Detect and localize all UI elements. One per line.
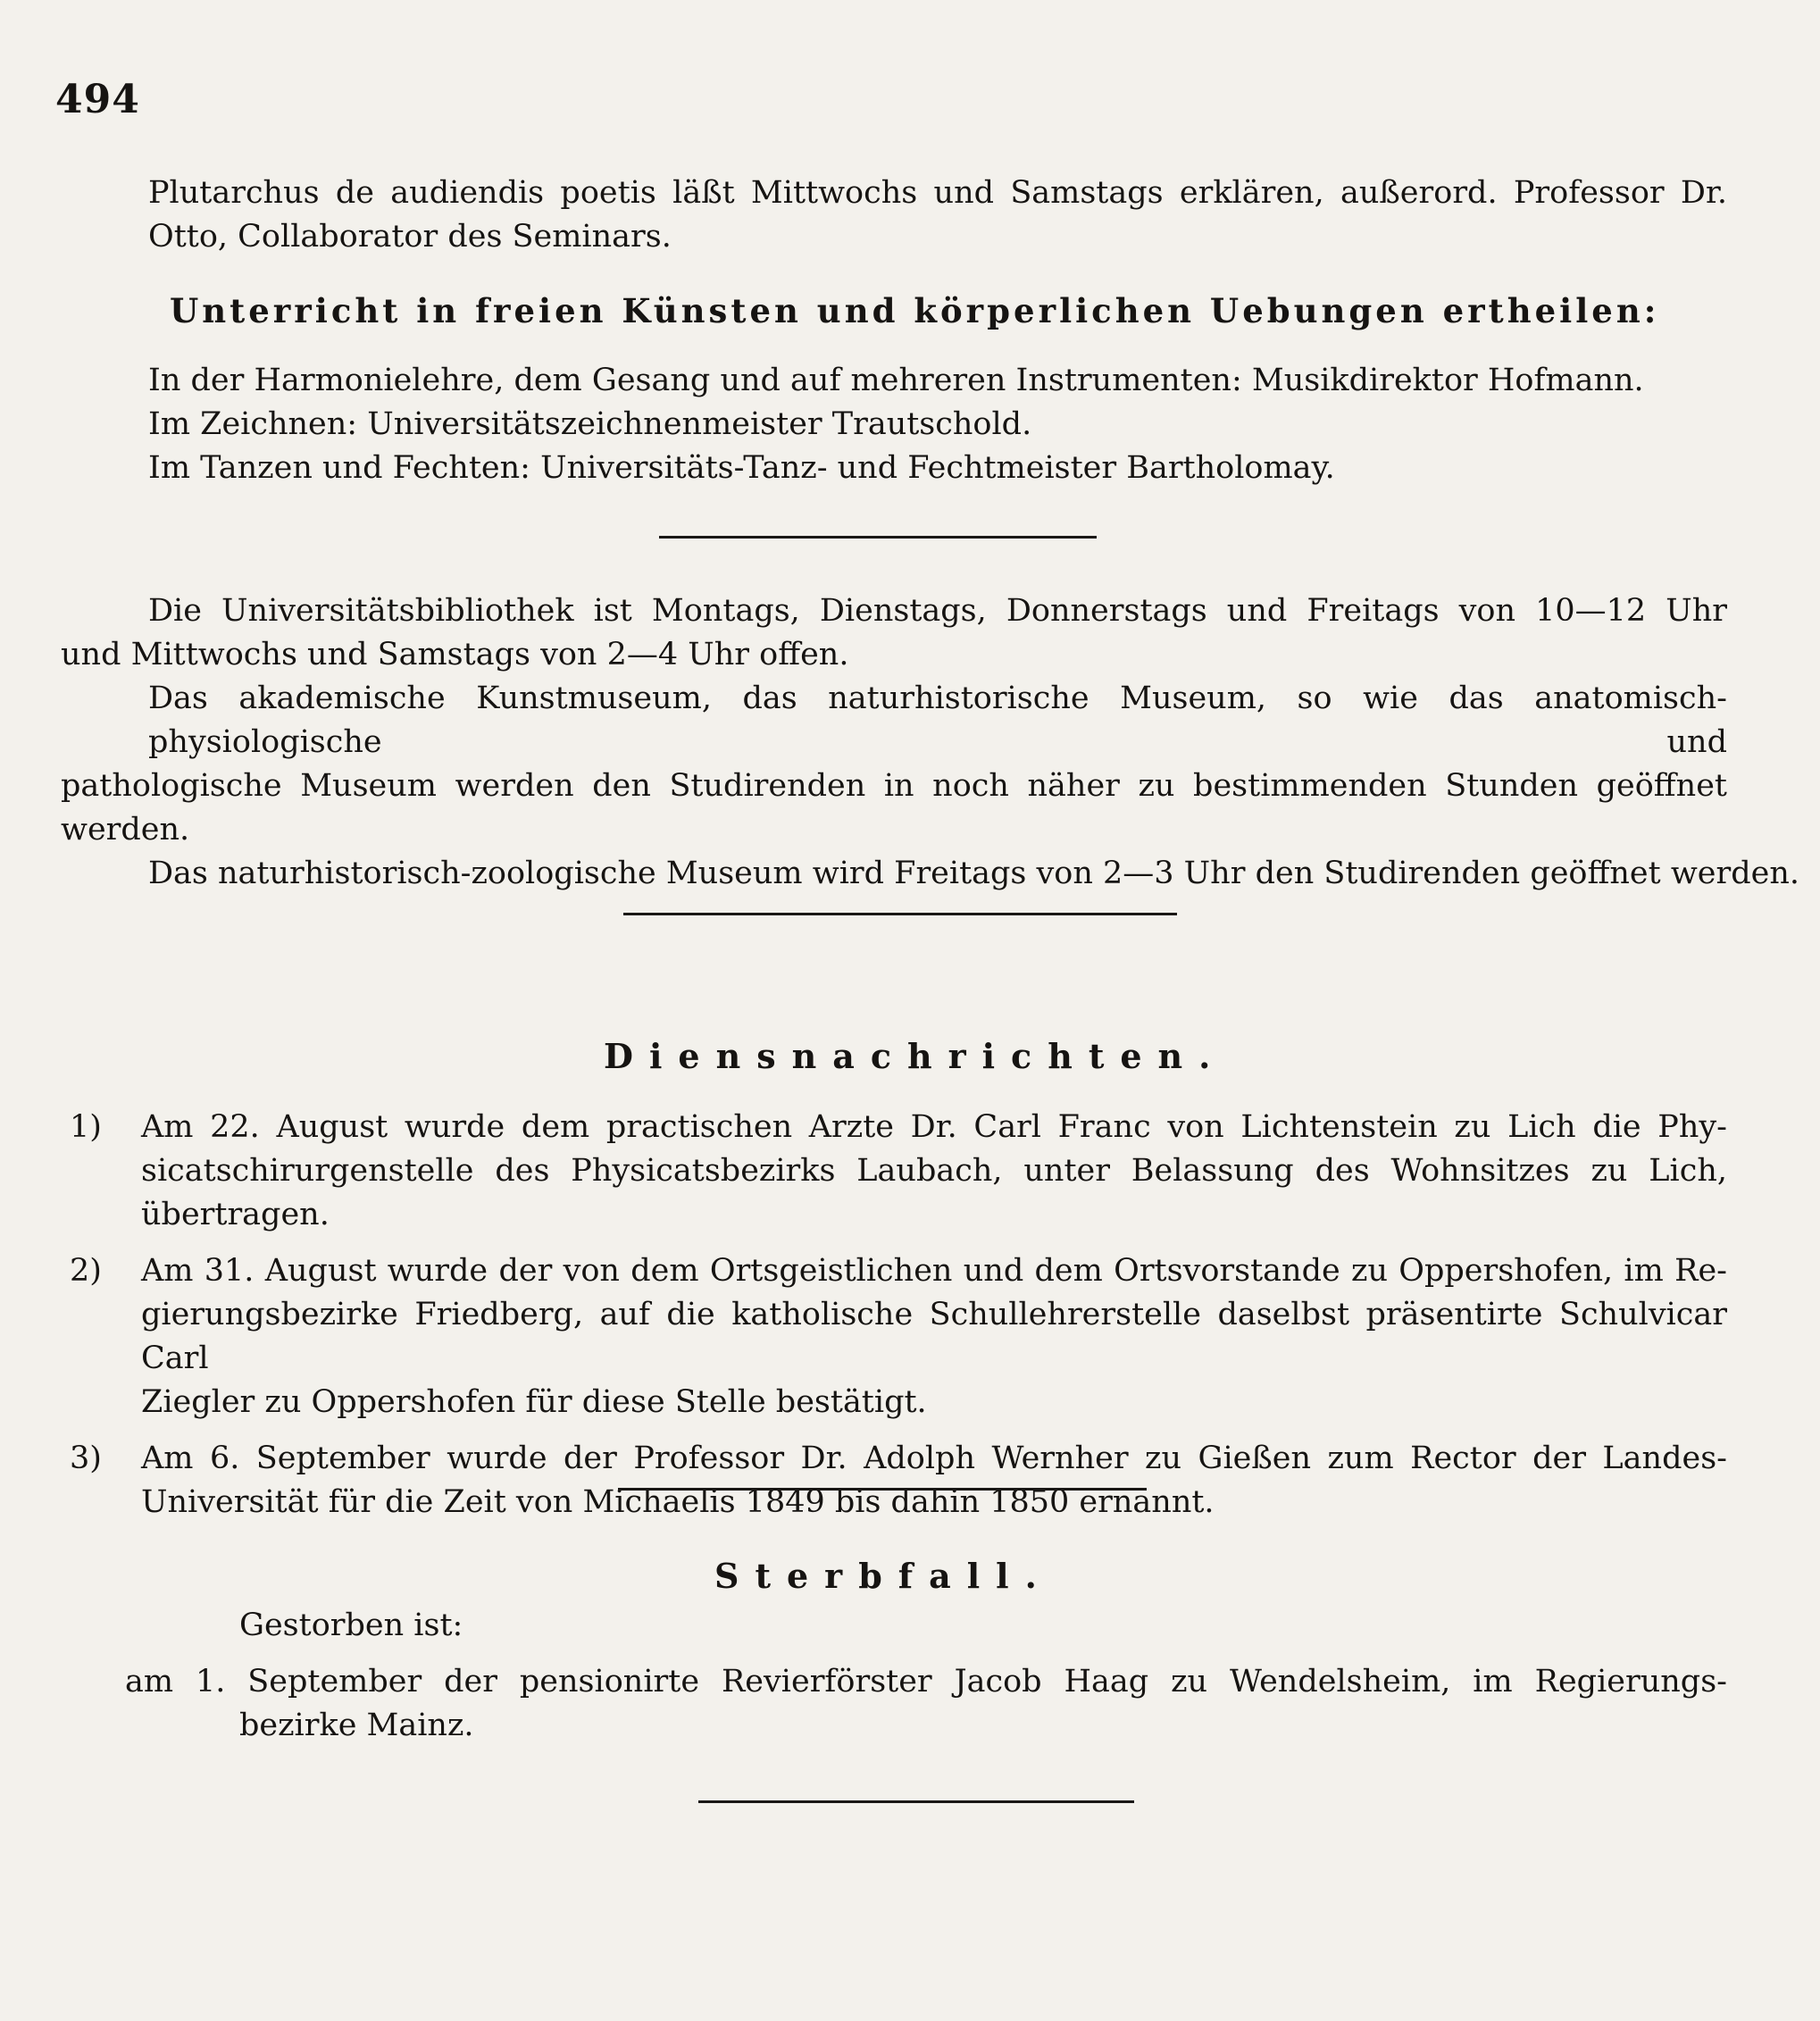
library-line-1: Die Universitätsbibliothek ist Montags, Dienstags, Donnerstags und Freitags von 10—12 Uhr bbox=[148, 593, 1727, 629]
death-intro: Gestorben ist: bbox=[239, 1608, 463, 1643]
arts-line-drawing: Im Zeichnen: Universitätszeichnenmeister Trautschold. bbox=[148, 406, 1032, 442]
service-heading: Diensnachrichten. bbox=[604, 1036, 1227, 1076]
service-list bbox=[70, 1106, 1727, 1524]
death-section bbox=[125, 1604, 1727, 1748]
service-item-2-number: 2) bbox=[70, 1253, 102, 1289]
divider-2 bbox=[623, 913, 1177, 915]
death-line-2: bezirke Mainz. bbox=[239, 1708, 474, 1743]
death-line-1: am 1. September der pensionirte Revierförster Jacob Haag zu Wendelsheim, im Regierungs- bbox=[125, 1664, 1727, 1699]
library-section bbox=[61, 589, 1800, 896]
arts-line-dance: Im Tanzen und Fechten: Universitäts-Tanz- und Fechtmeister Bartholomay. bbox=[148, 450, 1335, 486]
plutarch-line-1: Plutarchus de audiendis poetis läßt Mittwochs und Samstags erklären, außerord. Professor Dr. bbox=[148, 175, 1727, 211]
service-item-3 bbox=[70, 1437, 1727, 1524]
service-item-2-line-3: Ziegler zu Oppershofen für diese Stelle bestätigt. bbox=[141, 1384, 927, 1420]
library-line-5: Das naturhistorisch-zoologische Museum wird Freitags von 2—3 Uhr den Studirenden geöffnet werden. bbox=[148, 856, 1800, 891]
plutarch-line-2: Otto, Collaborator des Seminars. bbox=[148, 219, 672, 255]
service-item-2-line-2: gierungsbezirke Friedberg, auf die katholische Schullehrerstelle daselbst präsentirte Schulvicar Carl bbox=[141, 1297, 1727, 1376]
library-line-3: Das akademische Kunstmuseum, das naturhistorische Museum, so wie das anatomisch-physiologische und bbox=[148, 681, 1727, 760]
divider-4 bbox=[698, 1800, 1134, 1803]
arts-list bbox=[148, 359, 1693, 490]
service-item-3-number: 3) bbox=[70, 1441, 102, 1476]
divider-3 bbox=[618, 1488, 1147, 1491]
divider-1 bbox=[659, 536, 1097, 539]
service-item-3-line-1: Am 6. September wurde der Professor Dr. Adolph Wernher zu Gießen zum Rector der Landes- bbox=[141, 1441, 1727, 1476]
service-item-2-line-1: Am 31. August wurde der von dem Ortsgeistlichen und dem Ortsvorstande zu Oppershofen, im Re- bbox=[141, 1253, 1727, 1289]
arts-line-harmony: In der Harmonielehre, dem Gesang und auf mehreren Instrumenten: Musikdirektor Hofmann. bbox=[148, 363, 1644, 398]
service-item-3-line-2: Universität für die Zeit von Michaelis 1849 bis dahin 1850 ernannt. bbox=[141, 1484, 1215, 1520]
service-item-1 bbox=[70, 1106, 1727, 1237]
service-item-1-number: 1) bbox=[70, 1109, 102, 1145]
service-item-1-line-1: Am 22. August wurde dem practischen Arzte Dr. Carl Franc von Lichtenstein zu Lich die Phy- bbox=[141, 1109, 1727, 1145]
service-item-1-line-2: sicatschirurgenstelle des Physicatsbezirks Laubach, unter Belassung des Wohnsitzes zu Lich, übertragen. bbox=[141, 1153, 1727, 1232]
arts-heading: Unterricht in freien Künsten und körperlichen Uebungen ertheilen: bbox=[170, 291, 1660, 330]
death-heading: Sterbfall. bbox=[714, 1556, 1053, 1596]
library-line-4: pathologische Museum werden den Studirenden in noch näher zu bestimmenden Stunden geöffnet werden. bbox=[61, 768, 1727, 848]
library-line-2: und Mittwochs und Samstags von 2—4 Uhr offen. bbox=[61, 637, 849, 672]
service-item-2 bbox=[70, 1249, 1727, 1424]
page-number: 494 bbox=[55, 77, 140, 122]
plutarch-paragraph bbox=[148, 171, 1727, 259]
